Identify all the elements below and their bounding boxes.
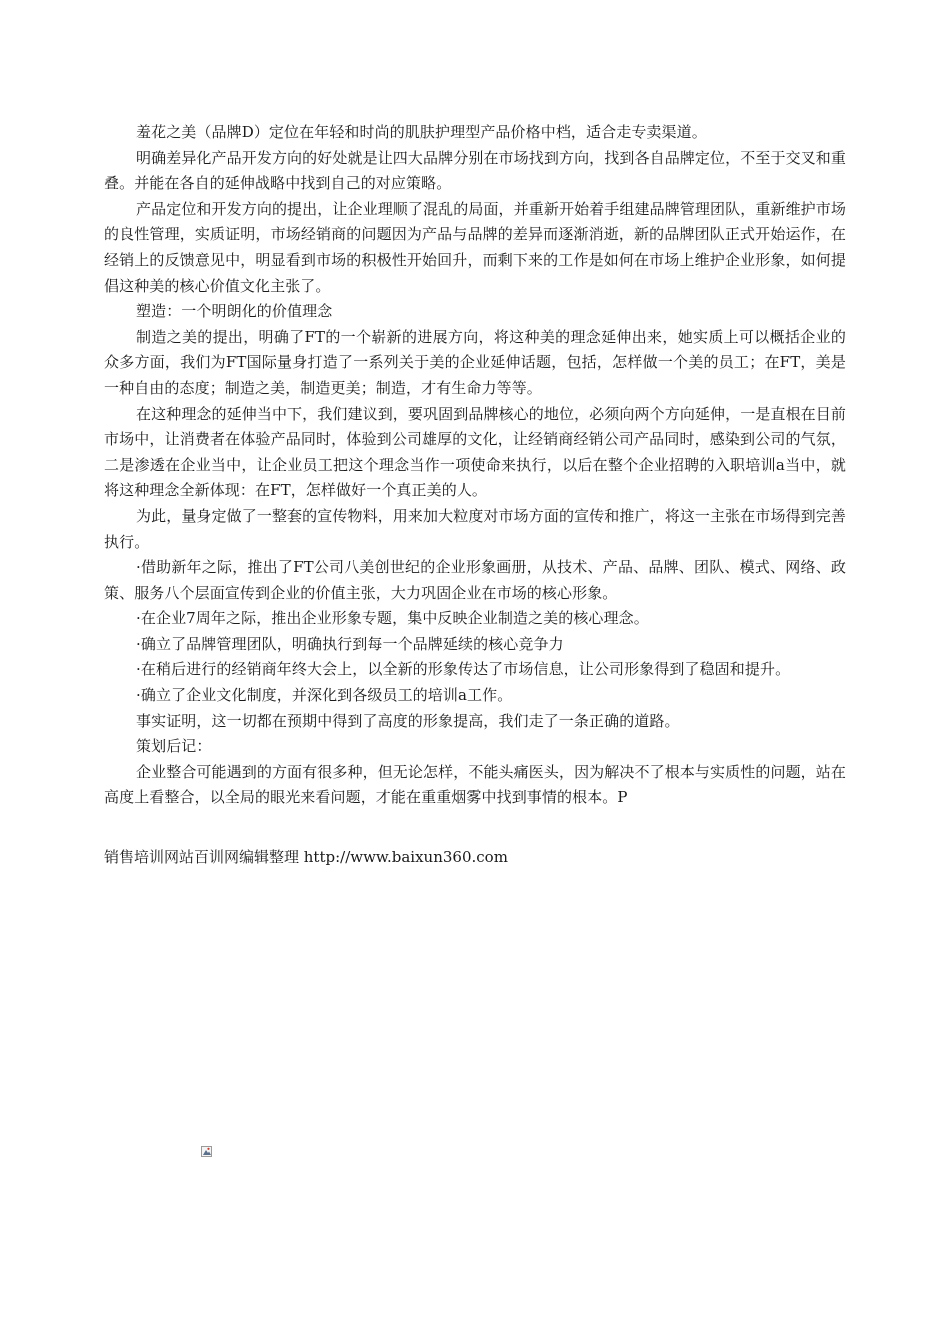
paragraph-6: 在这种理念的延伸当中下，我们建议到，要巩固到品牌核心的地位，必须向两个方向延伸，一是直根在目前市场中，让消费者在体验产品同时，体验到公司雄厚的文化，让经销商经销公司产品同时，感染到公司的气氛，二是渗透在企业当中，让企业员工把这个理念当作一项使命来执行，以后在整个企业招聘的入职培训a当中，就将这种理念全新体现：在FT，怎样做好一个真正美的人。 — [104, 404, 846, 500]
section-heading-shaping: 塑造：一个明朗化的价值理念 — [136, 302, 333, 321]
source-footer: 销售培训网站百训网编辑整理 http://www.baixun360.com — [104, 848, 508, 866]
paragraph-2: 明确差异化产品开发方向的好处就是让四大品牌分别在市场找到方向，找到各自品牌定位，不至于交叉和重叠。并能在各自的延伸战略中找到自己的对应策略。 — [104, 148, 846, 193]
bullet-item-1: ·借助新年之际，推出了FT公司八美创世纪的企业形象画册，从技术、产品、品牌、团队、模式、网络、政策、服务八个层面宣传到企业的价值主张，大力巩固企业在市场的核心形象。 — [104, 558, 846, 602]
paragraph-1: 羞花之美（品牌D）定位在年轻和时尚的肌肤护理型产品价格中档，适合走专卖渠道。 — [136, 123, 707, 141]
paragraph-7: 为此，量身定做了一整套的宣传物料，用来加大粒度对市场方面的宣传和推广，将这一主张在市场得到完善执行。 — [104, 506, 846, 551]
bullet-item-5: ·确立了企业文化制度，并深化到各级员工的培训a工作。 — [136, 686, 513, 705]
document-body — [104, 120, 846, 811]
paragraph-afterword: 企业整合可能遇到的方面有很多种，但无论怎样，不能头痛医头，因为解决不了根本与实质性的问题，站在高度上看整合，以全局的眼光来看问题，才能在重重烟雾中找到事情的根本。P — [104, 762, 846, 807]
bullet-item-2: ·在企业7周年之际，推出企业形象专题，集中反映企业制造之美的核心理念。 — [136, 609, 649, 628]
section-heading-afterword: 策划后记： — [136, 737, 212, 756]
bullet-item-4: ·在稍后进行的经销商年终大会上，以全新的形象传达了市场信息，让公司形象得到了稳固和提升。 — [136, 660, 791, 679]
paragraph-3: 产品定位和开发方向的提出，让企业理顺了混乱的局面，并重新开始着手组建品牌管理团队，重新维护市场的良性管理，实质证明，市场经销商的问题因为产品与品牌的差异而逐渐消逝，新的品牌团队正式开始运作，在经销上的反馈意见中，明显看到市场的积极性开始回升，而剩下来的工作是如何在市场上维护企业形象，如何提倡这种美的核心价值文化主张了。 — [104, 199, 846, 295]
paragraph-5: 制造之美的提出，明确了FT的一个崭新的进展方向，将这种美的理念延伸出来，她实质上可以概括企业的众多方面，我们为FT国际量身打造了一系列关于美的企业延伸话题，包括，怎样做一个美的员工；在FT，美是一种自由的态度；制造之美，制造更美；制造，才有生命力等等。 — [104, 327, 846, 397]
paragraph-conclusion: 事实证明，这一切都在预期中得到了高度的形象提高，我们走了一条正确的道路。 — [136, 711, 680, 730]
bullet-item-3: ·确立了品牌管理团队，明确执行到每一个品牌延续的核心竞争力 — [136, 634, 564, 653]
broken-image-icon — [201, 1142, 212, 1153]
